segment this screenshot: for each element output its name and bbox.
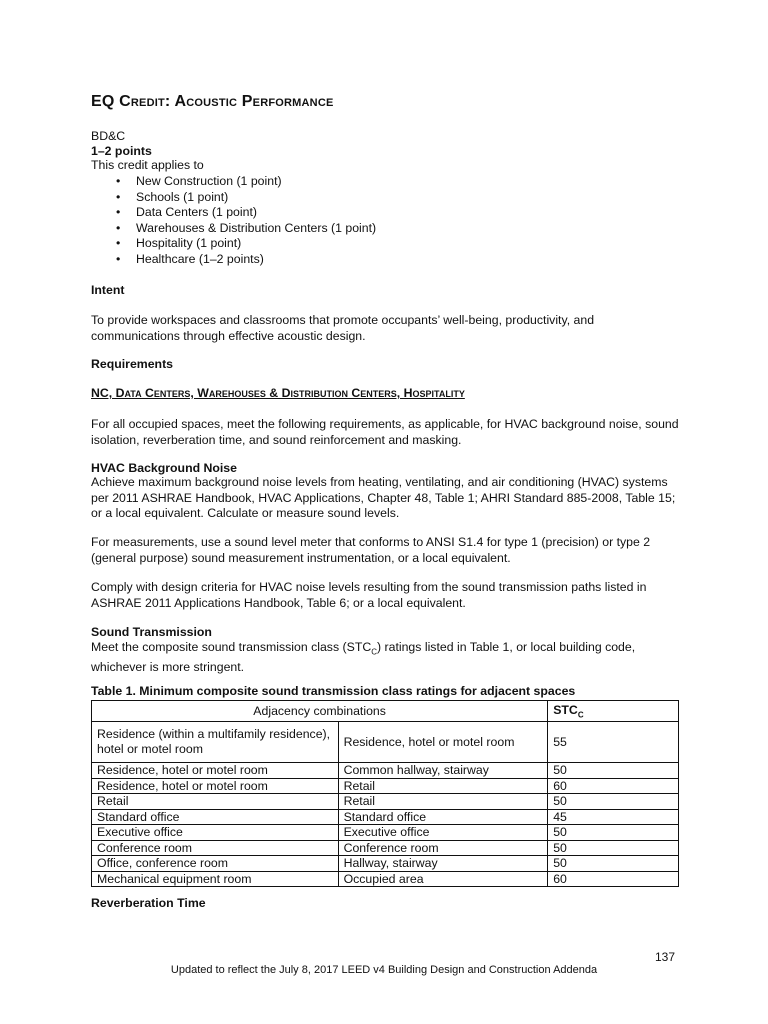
hvac-heading: HVAC Background Noise <box>91 461 237 475</box>
list-item: • Hospitality (1 point) <box>91 236 376 252</box>
sound-transmission-text <box>91 640 681 675</box>
rating-system: BD&C <box>91 129 126 143</box>
space-a: Executive office <box>92 825 339 841</box>
stc-value: 45 <box>548 809 679 825</box>
requirements-heading: Requirements <box>91 357 174 371</box>
reverberation-heading: Reverberation Time <box>91 896 206 910</box>
hvac-paragraph-3: Comply with design criteria for HVAC noise levels resulting from the sound transmission paths listed in ASHRAE 2011 Applications Handbook, Table 6; or a local equivalent. <box>91 580 647 610</box>
list-item: • New Construction (1 point) <box>91 174 376 190</box>
space-b: Hallway, stairway <box>338 856 548 872</box>
page-number: 137 <box>655 950 676 964</box>
requirements-subheading: NC, Data Centers, Warehouses & Distribution Centers, Hospitality <box>91 386 465 400</box>
space-a: Standard office <box>92 809 339 825</box>
table-row <box>92 794 679 810</box>
stc-value: 50 <box>548 794 679 810</box>
space-b: Executive office <box>338 825 548 841</box>
table-caption: Table 1. Minimum composite sound transmission class ratings for adjacent spaces <box>91 684 576 698</box>
table-row <box>92 763 679 779</box>
table-row <box>92 840 679 856</box>
intent-text: To provide workspaces and classrooms that promote occupants’ well-being, productivity, and communications through effective acoustic design. <box>91 313 595 343</box>
table-row <box>92 856 679 872</box>
space-b: Standard office <box>338 809 548 825</box>
applies-intro: This credit applies to <box>91 158 204 172</box>
requirements-intro: For all occupied spaces, meet the following requirements, as applicable, for HVAC background noise, sound isolation, reverberation time, and sound reinforcement and masking. <box>91 417 679 447</box>
sound-transmission-text-b: ) ratings listed in Table 1, or local building code, whichever is more stringent. <box>91 640 636 674</box>
stc-table <box>91 700 679 887</box>
stc-value: 50 <box>548 840 679 856</box>
header-stc-label: STC <box>553 702 578 717</box>
sound-transmission-heading: Sound Transmission <box>91 625 212 639</box>
space-b: Occupied area <box>338 871 548 887</box>
stc-value: 50 <box>548 763 679 779</box>
table-row <box>92 871 679 887</box>
intent-heading: Intent <box>91 283 125 297</box>
space-a: Residence, hotel or motel room <box>92 763 339 779</box>
space-b: Retail <box>338 778 548 794</box>
table-row <box>92 825 679 841</box>
applies-list <box>91 174 376 268</box>
list-item: • Data Centers (1 point) <box>91 205 376 221</box>
space-a: Office, conference room <box>92 856 339 872</box>
table-row <box>92 778 679 794</box>
hvac-paragraph-2: For measurements, use a sound level meter that conforms to ANSI S1.4 for type 1 (precision) or type 2 (general purpose) sound measurement instrumentation, or a local equivalent. <box>91 535 651 565</box>
page-footer: Updated to reflect the July 8, 2017 LEED v4 Building Design and Construction Addenda <box>170 964 598 976</box>
stc-value: 60 <box>548 778 679 794</box>
space-a: Retail <box>92 794 339 810</box>
table-header-row <box>92 701 679 722</box>
space-a: Conference room <box>92 840 339 856</box>
stc-value: 50 <box>548 825 679 841</box>
stc-value: 55 <box>548 722 679 763</box>
space-a: Residence (within a multifamily residence), hotel or motel room <box>92 722 339 763</box>
header-stc-subscript: C <box>577 710 584 720</box>
points-label: 1–2 points <box>91 144 152 158</box>
space-a: Mechanical equipment room <box>92 871 339 887</box>
space-b: Retail <box>338 794 548 810</box>
list-item: • Schools (1 point) <box>91 190 376 206</box>
stc-value: 50 <box>548 856 679 872</box>
header-stc <box>548 701 679 722</box>
table-row <box>92 722 679 763</box>
hvac-paragraph-1: Achieve maximum background noise levels from heating, ventilating, and air conditioning (HVAC) systems per 2011 ASHRAE Handbook, HVAC Applications, Chapter 48, Table 1; AHRI Standard 885-2008, Table 15; or a local equivalent. Calculate or measure sound levels. <box>91 475 676 520</box>
page-title: EQ Credit: Acoustic Performance <box>91 93 334 110</box>
space-b: Common hallway, stairway <box>338 763 548 779</box>
table-row <box>92 809 679 825</box>
space-a: Residence, hotel or motel room <box>92 778 339 794</box>
stc-subscript: C <box>371 647 377 657</box>
space-b: Conference room <box>338 840 548 856</box>
list-item: • Warehouses & Distribution Centers (1 point) <box>91 221 376 237</box>
sound-transmission-text-a: Meet the composite sound transmission class (STC <box>91 640 372 654</box>
header-adjacency: Adjacency combinations <box>92 701 548 722</box>
stc-value: 60 <box>548 871 679 887</box>
space-b: Residence, hotel or motel room <box>338 722 548 763</box>
list-item: • Healthcare (1–2 points) <box>91 252 376 268</box>
